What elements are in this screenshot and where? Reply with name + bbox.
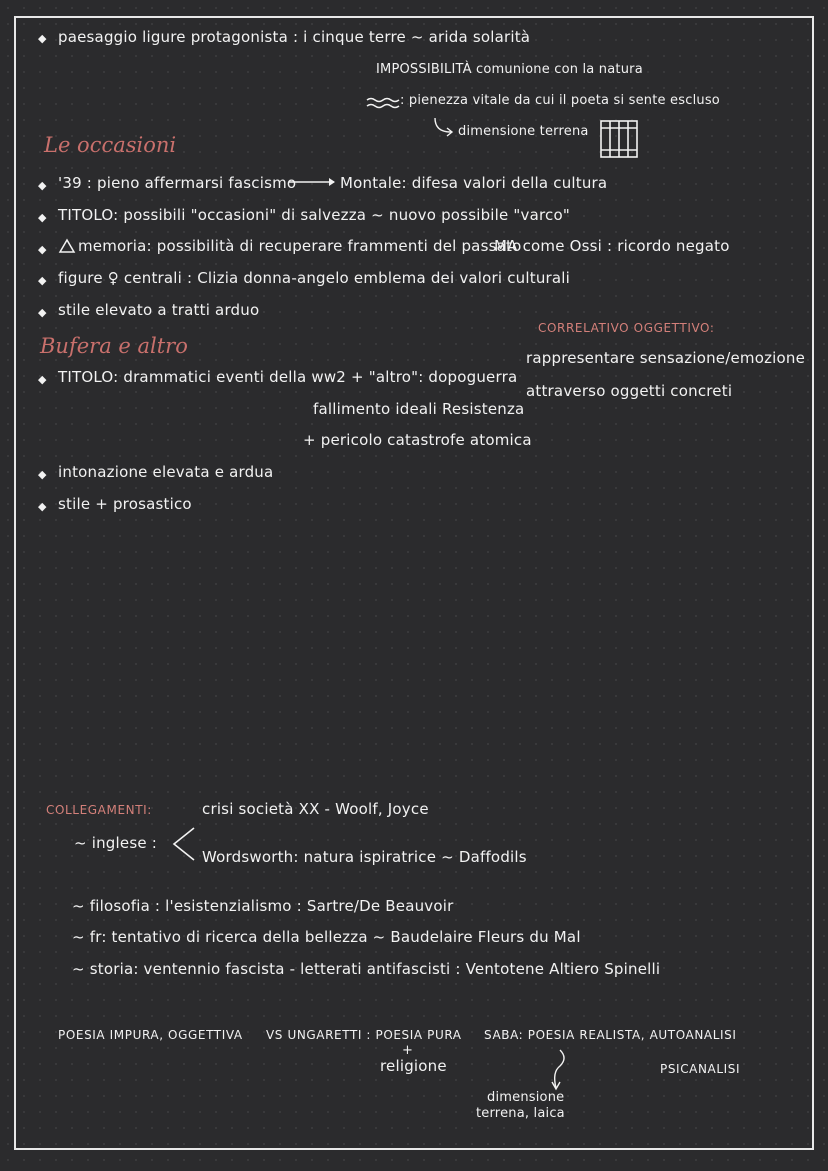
bullet-icon: ◆ xyxy=(38,373,47,386)
intro-line-1: paesaggio ligure protagonista : i cinque terre ~ arida solarità xyxy=(58,28,531,46)
religione: religione xyxy=(380,1057,447,1075)
curl-arrow-icon xyxy=(540,1046,574,1092)
fr-line: ~ fr: tentativo di ricerca della bellezza ~ Baudelaire Fleurs du Mal xyxy=(72,928,581,946)
inglese-label: ~ inglese : xyxy=(74,834,157,852)
bullet-icon: ◆ xyxy=(38,179,47,192)
filosofia-line: ~ filosofia : l'esistenzialismo : Sartre/De Beauvoir xyxy=(72,897,454,915)
collegamenti-title: COLLEGAMENTI: xyxy=(46,803,152,817)
bullet-icon: ◆ xyxy=(38,468,47,481)
occasioni-item-5: stile elevato a tratti arduo xyxy=(58,301,260,319)
bullet-icon: ◆ xyxy=(38,500,47,513)
occasioni-item-3: memoria: possibilità di recuperare frammenti del passato xyxy=(78,237,522,255)
intro-line-2: IMPOSSIBILITÀ comunione con la natura xyxy=(376,62,643,77)
bufera-item-1: intonazione elevata e ardua xyxy=(58,463,274,481)
triangle-delta-icon xyxy=(58,238,76,254)
bullet-icon: ◆ xyxy=(38,306,47,319)
terrena-laica: terrena, laica xyxy=(476,1106,565,1121)
ma-ossi-text: MA come Ossi : ricordo negato xyxy=(494,237,730,255)
section-title-occasioni: Le occasioni xyxy=(44,133,177,157)
bufera-sub-1: fallimento ideali Resistenza xyxy=(313,400,525,418)
waves-icon xyxy=(366,96,400,110)
plus-sign: + xyxy=(402,1043,414,1058)
section-title-bufera: Bufera e altro xyxy=(40,334,188,358)
bullet-icon: ◆ xyxy=(38,243,47,256)
bracket-icon xyxy=(170,824,198,864)
bullet-icon: ◆ xyxy=(38,274,47,287)
bullet-icon: ◆ xyxy=(38,211,47,224)
intro-line-4: dimensione terrena xyxy=(458,124,589,139)
prison-bars-icon xyxy=(598,118,640,160)
montale-text: Montale: difesa valori della cultura xyxy=(340,174,608,192)
inglese-line-1: crisi società XX - Woolf, Joyce xyxy=(202,800,429,818)
poesia-impura: POESIA IMPURA, OGGETTIVA xyxy=(58,1028,243,1042)
bullet-icon: ◆ xyxy=(38,32,47,45)
psicanalisi: PSICANALISI xyxy=(660,1062,741,1076)
intro-line-3: : pienezza vitale da cui il poeta si sente escluso xyxy=(400,93,720,108)
dimensione: dimensione xyxy=(487,1090,565,1105)
inglese-line-2: Wordsworth: natura ispiratrice ~ Daffodils xyxy=(202,848,527,866)
occasioni-item-2: TITOLO: possibili "occasioni" di salvezza ~ nuovo possibile "varco" xyxy=(58,206,570,224)
storia-line: ~ storia: ventennio fascista - letterati antifascisti : Ventotene Altiero Spinelli xyxy=(72,960,661,978)
vs-ungaretti: VS UNGARETTI : POESIA PURA xyxy=(266,1028,462,1042)
correlativo-line-2: attraverso oggetti concreti xyxy=(526,382,733,400)
right-arrow-icon xyxy=(288,176,338,188)
bufera-sub-2: + pericolo catastrofe atomica xyxy=(303,431,532,449)
bufera-titolo: TITOLO: drammatici eventi della ww2 + "altro": dopoguerra xyxy=(58,368,518,386)
occasioni-item-1: '39 : pieno affermarsi fascismo xyxy=(58,174,297,192)
occasioni-item-4: figure ♀ centrali : Clizia donna-angelo emblema dei valori culturali xyxy=(58,269,571,287)
saba-line: SABA: POESIA REALISTA, AUTOANALISI xyxy=(484,1028,737,1042)
bufera-item-2: stile + prosastico xyxy=(58,495,192,513)
correlativo-line-1: rappresentare sensazione/emozione xyxy=(526,349,806,367)
correlativo-title: CORRELATIVO OGGETTIVO: xyxy=(538,321,715,335)
curved-arrow-icon xyxy=(432,116,456,138)
